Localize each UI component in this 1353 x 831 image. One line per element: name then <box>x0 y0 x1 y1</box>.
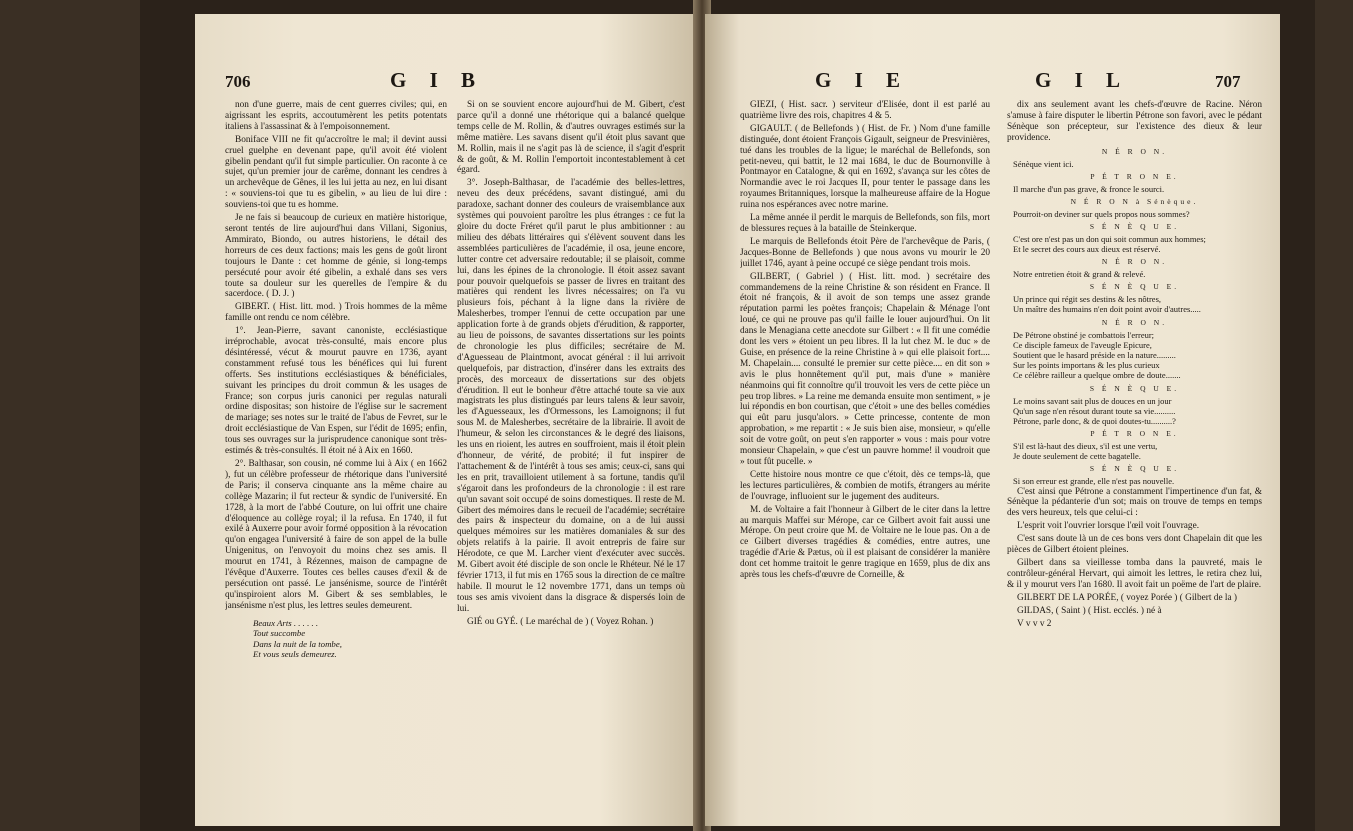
dialogue-line: Un maître des humains n'en doit point avoir d'autres..... <box>1013 304 1201 315</box>
right-page <box>705 14 1280 826</box>
dialogue-line: Soutient que le hasard préside en la nature......... <box>1013 350 1176 360</box>
book-spread <box>140 0 1315 831</box>
left-page-number: 706 <box>225 72 251 91</box>
dialogue-line: Sénèque vient ici. <box>1013 158 1074 169</box>
article-paragraph: GILBERT DE LA PORÉE, ( voyez Porée ) ( Gilbert de la ) <box>1017 592 1238 603</box>
article-paragraph: L'esprit voit l'ouvrier lorsque l'œil voit l'ouvrage. <box>1017 521 1200 532</box>
dialogue-line: Je doute seulement de cette bagatelle. <box>1013 451 1141 462</box>
left-page <box>195 14 700 826</box>
dialogue-speaker: N É R O N. <box>1101 146 1168 156</box>
article-paragraph: Si on se souvient encore aujourd'hui de M. Gibert, c'est parce qu'il a donné une rhétorique qui a balancé quelque temps celle de M. Rollin, & d'autres ouvrages estimés sur la même matière. Les savans disent qu'il étoit plus savant que M. Rollin, mais il ne s'agit pas là de science, il s'agit d'esprit & de goût, & M. Rollin l'emportoit incontestablement à cet égard. <box>457 100 685 176</box>
right-column-1 <box>740 100 990 825</box>
verse-quote <box>253 618 447 660</box>
right-header <box>705 66 1280 94</box>
article-paragraph: 1°. Jean-Pierre, savant canoniste, ecclésiastique irréprochable, avocat très-consulté, mais encore plus désintéressé, vécut & mourut pauvre en 1736, ayant constamment refusé tous les bénéfices qui lui furent offerts. Ses institutions ecclésiastiques & bénéficiales, suivant les principes du droit commun & les usages de France; son corpus juris canonici per regulas naturali ordine dispositas; son histoire de l'église sur le sacrement de mariage; ses notes sur le traité de l'abus de Fevret, sur le droit ecclésiastique de Van Espen, sur l'édit de 1695; enfin, tous ses ouvrages sur la jurisprudence canonique sont très-estimés & très-consultés. Il étoit né à Aix en 1660. <box>225 326 447 457</box>
verse-line: Beaux Arts . . . . . . <box>253 617 319 628</box>
article-paragraph: GIEZI, ( Hist. sacr. ) serviteur d'Elisée, dont il est parlé au quatrième livre des rois, chapitres 4 & 5. <box>740 100 990 121</box>
cross-reference: GIÉ ou GYÉ. ( Le maréchal de ) ( Voyez Rohan. ) <box>467 616 654 627</box>
article-paragraph: GIBERT. ( Hist. litt. mod. ) Trois hommes de la même famille ont rendu ce nom célèbre. <box>225 302 447 324</box>
article-paragraph: Cette histoire nous montre ce que c'étoit, dès ce temps-là, que les lectures particulières, & combien de motifs, étrangers au mérite de l'ouvrage, influoient sur le jugement des auditeurs. <box>740 469 990 502</box>
dialogue-line: De Pétrone obstiné je combattois l'erreur; <box>1013 329 1155 340</box>
dialogue-speaker: N É R O N. <box>1101 317 1168 327</box>
article-paragraph: 3°. Joseph-Balthasar, de l'académie des belles-lettres, neveu des deux précédens, savant distingué, ami du paradoxe, sachant donner des couleurs de vraisemblance aux systèmes qui pouvoient paroître les plus étranges : ce fut la gloire du docte Fréret qu'il parut le plus ambitionner : au milieu des débats littéraires qui s'élèvent souvent dans les assemblées particulières de l'académie, il osa, jeune encore, lutter contre cet adversaire redoutable; il se plaisoit, comme lui, dans les épines de la chronologie. Il étoit assez savant pour pouvoir quelquefois se passer de livres en traitant des matières qui rendent les livres nécessaires; on l'a vu plusieurs fois, péchant à la ligne dans la rivière de Malesherbes, tromper l'ennui de cette occupation par une application forte à de grands objets d'érudition, & rapporter, au lieu de poissons, de savantes dissertations sur les points de chronologie les plus difficiles; secrétaire de M. d'Aguesseau de Plaintmont, avocat général : il lui arrivoit quelquefois, par distraction, d'insérer dans les extraits des procès, des morceaux de dissertations sur des objets d'érudition. Il eut le bonheur d'être attaché toute sa vie aux magistrats les plus distingués par leurs talens & leur savoir, les d'Aguesseaux, les d'Ormessons, les Lamoignons; il fut sous M. de Malesherbes, secrétaire de la librairie. Il avoit de l'humeur, & selon les circonstances & le degré des liaisons, les uns en rioient, les autres en souffroient, mais il étoit plein d'honneur, de vérité, de probité; il fut inspirer de l'attachement & de l'intérêt à tous ses amis; ceux-ci, sans qui les en prit, travailloient utilement à sa fortune, tandis qu'il s'égaroit dans les profondeurs de la chronologie : il est rare qu'un savant soit occupé de soins domestiques. Il reste de M. Gibert des mémoires dans le recueil de l'académie; secrétaire des pairs & inspecteur du domaine, on a de lui aussi quelques mémoires sur les matières domaniales & sur des objets relatifs à la pairie. Il avoit entrepris de faire sur Hérodote, ce que M. Larcher vient d'exécuter avec succès. M. Gibert avoit été disciple de son oncle le Rhéteur. Né le 17 février 1713, il fut mis en 1765 sous la direction de ce maître habile. Il mourut le 12 novembre 1771, dans un temps où tous ses amis vivoient dans la disgrace & dispersés loin de lui. <box>457 178 685 614</box>
article-paragraph: 2°. Balthasar, son cousin, né comme lui à Aix ( en 1662 ), fut un célèbre professeur de rhétorique dans l'université de Paris; il conserva cinquante ans la même chaire au collège Mazarin; il fut recteur & syndic de l'université. En 1728, à la mort de l'abbé Couture, on lui offrit une chaire d'éloquence au collège royal; il la refusa. En 1740, il fut exilé à Auxerre pour avoir formé opposition à la révocation qu'on engagea l'université à faire de son appel de la bulle Unigenitus, on l'envoyoit du moins chez ses amis. Il mourut en 1741, à Rézennes, maison de campagne de l'évêque d'Auxerre. Toutes ces belles causes d'exil & de persécution ont passé. Le jansénisme, source de l'intérêt qu'inspiroient alors M. Gibert & ses semblables, le jansénisme n'est plus, les lettres seules demeurent. <box>225 459 447 611</box>
dialogue-speaker: N É R O N. <box>1101 257 1168 267</box>
dialogue-line: Notre entretien étoit & grand & relevé. <box>1013 269 1146 280</box>
article-paragraph: non d'une guerre, mais de cent guerres civiles; qui, en aigrissant les esprits, accoutumèrent les petits potentats italiens à l'assassinat & à l'empoisonnement. <box>225 100 447 132</box>
article-paragraph: C'est ainsi que Pétrone a constamment l'impertinence d'un fat, & Sénèque la pédanterie d'un sot; mais on trouve de temps en temps des vers heureux, tels que celui-ci : <box>1007 486 1262 519</box>
dialogue-line: Pétrone, parle donc, & de quoi doutes-tu..........? <box>1013 415 1176 426</box>
dialogue-speaker: P É T R O N E. <box>1090 171 1179 181</box>
left-header <box>195 66 700 94</box>
dialogue-line: Et le secret des cours aux dieux est réservé. <box>1013 244 1161 255</box>
left-column-2 <box>457 100 685 820</box>
dialogue-speaker: N É R O N à Sénèque. <box>1070 196 1199 206</box>
dialogue-line: Sur les points importans & les plus curieux <box>1013 360 1160 371</box>
article-paragraph: La même année il perdit le marquis de Bellefonds, son fils, mort de blessures reçues à la bataille de Steinkerque. <box>740 213 990 234</box>
dialogue-speaker: S É N È Q U E. <box>1089 221 1180 231</box>
dialogue-line: Si son erreur est grande, elle n'est pas nouvelle. <box>1013 476 1175 487</box>
article-paragraph: Boniface VIII ne fit qu'accroître le mal; il devint aussi cruel guelphe en devenant pape, qu'il avoit été violent gibelin pendant qu'il fut simple particulier. On raconte à ce sujet, qu'un premier jour de carême, donnant les cendres à un archevêque de Gênes, il les lui jetta au nez, en lui disant : « souviens-toi que tu es gibelin, » au lieu de lui dire : souviens-toi que tu es homme. <box>225 134 447 211</box>
dialogue-line: Pourroit-on deviner sur quels propos nous sommes? <box>1013 208 1190 219</box>
dialogue-speaker: S É N È Q U E. <box>1089 282 1180 292</box>
article-paragraph: GIGAULT. ( de Bellefonds ) ( Hist. de Fr. ) Nom d'une famille distinguée, dont étoient François Gigault, seigneur de Presvinières, tué dans les troubles de la ligue; le maréchal de Bellefonds, son petit-neveu, qui battit, le 12 mai 1684, le duc de Bournonville à Pontmayor en Catalogne, & qui en 1692, s'avança sur les côtes de Normandie avec le roi Jacques II, pour tenter le passage dans les royaumes Britanniques, lorsque la malheureuse affaire de la Hogue ruina nos espérances avec notre marine. <box>740 123 990 211</box>
dialogue-line: Ce disciple fameux de l'aveugle Epicure, <box>1013 339 1152 350</box>
dialogue-line: Le moins savant sait plus de douces en un jour <box>1013 395 1172 406</box>
dialogue-speaker: S É N È Q U E. <box>1089 383 1180 393</box>
dialogue-line: S'il est là-haut des dieux, s'il est une vertu, <box>1013 441 1158 452</box>
left-column-1 <box>225 100 447 820</box>
article-paragraph: Le marquis de Bellefonds étoit Père de l'archevêque de Paris, ( Jacques-Bonne de Bellefonds ) que nous avons vu mourir le 20 juillet 1746, ayant à peine occupé ce siège pendant trois mois. <box>740 236 990 269</box>
dialogue-speaker: P É T R O N E. <box>1090 429 1179 439</box>
verse-line: Dans la nuit de la tombe, <box>253 638 342 649</box>
article-paragraph: Gilbert dans sa vieillesse tomba dans la pauvreté, mais le contrôleur-général Hervart, qui aimoit les lettres, le retira chez lui, & il y mourut vers l'an 1680. Il avoit fait un poëme de l'art de plaire. <box>1007 557 1262 590</box>
right-running-head-left: G I E <box>815 68 910 92</box>
right-running-head-right: G I L <box>1035 68 1130 92</box>
dialogue-line: Ce célèbre railleur a quelque ombre de doute....... <box>1013 370 1181 381</box>
article-paragraph: GILDAS, ( Saint ) ( Hist. ecclés. ) né à <box>1017 605 1162 616</box>
article-paragraph: V v v v 2 <box>1017 618 1052 629</box>
left-running-head: G I B <box>390 68 485 92</box>
dialogue-line: C'est ore n'est pas un don qui soit commun aux hommes; <box>1013 233 1206 244</box>
dialogue-line: Il marche d'un pas grave, & fronce le sourci. <box>1013 183 1165 194</box>
right-column-2 <box>1007 100 1262 825</box>
verse-line: Et vous seuls demeurez. <box>253 648 337 659</box>
article-paragraph: dix ans seulement avant les chefs-d'œuvre de Racine. Néron s'amuse à faire disputer le libertin Pétrone son favori, avec le pédant Sénèque son précepteur, sur l'existence des dieux & leur providence. <box>1007 100 1262 143</box>
right-page-number: 707 <box>1215 72 1241 91</box>
article-paragraph: GILBERT, ( Gabriel ) ( Hist. litt. mod. ) secrétaire des commandemens de la reine Christine & son résident en France. Il étoit né françois, & il avoit de son temps une assez grande réputation parmi les poètes françois; Chapelain & Ménage l'ont loué, ce qui ne prouve pas qu'il faille le louer aujourd'hui. On lit dans le Menagiana cette anecdote sur Gilbert : « Il fit une comédie dont les vers » étoient un peu libres. Il la lut chez M. le duc » de Guise, en présence de la reine Christine à » qui elle plaisoit fort.... M. Chapelain.... consulté le premier sur cette pièce.... en dit son » avis le plus honnêtement qu'il put, mais d'une » manière néanmoins qui fit connoître qu'il trouvoit les vers de cette pièce un peu trop libres. » La reine me demanda ensuite mon sentiment, » je lui répondis en bon courtisan, que c'étoit » une des belles comédies qui eût paru jusqu'alors. » Cette princesse, contente de mon approbation, » me repartit : « Je suis bien aise, monsieur, » qu'elle soit de votre goût, on peut s'en rapporter » vous : mais pour votre monsieur Chapelain, » que c'est un pauvre homme! il voudroit que » tout fût pucelle. » <box>740 271 990 467</box>
dialogue-line: Un prince qui régit ses destins & les nôtres, <box>1013 294 1162 305</box>
article-paragraph: C'est sans doute là un de ces bons vers dont Chapelain dit que les pièces de Gilbert étoient pleines. <box>1007 534 1262 556</box>
article-paragraph: M. de Voltaire a fait l'honneur à Gilbert de le citer dans la lettre au marquis Maffei sur Mérope, car ce Gilbert avoit fait aussi une Mérope. On peut croire que M. de Voltaire ne le loue pas. On a de ce Gilbert diverses tragédies & comédies, entre autres, une tragédie d'Arie & Pætus, où il est plaisant de considérer la manière dont cet homme traitoit le genre tragique en 1659, plus de dix ans après tous les chefs-d'œuvre de Corneille, & <box>740 504 990 581</box>
dialogue-line: Qu'un sage n'en résout durant toute sa vie.......... <box>1013 405 1176 416</box>
article-paragraph: Je ne fais si beaucoup de curieux en matière historique, seront tentés de lire aujourd'hui dans Villani, Sigonius, Ammirato, Biondo, ou autres historiens, le détail des horreurs de ces deux factions; mais les gens de goût liront toujours le Dante : cet homme de génie, si long-temps persécuté pour avoir été gibelin, a exhalé dans ses vers toute sa douleur sur les querelles de l'empire & du sacerdoce. ( D. J. ) <box>225 213 447 300</box>
verse-line: Tout succombe <box>253 628 306 639</box>
dialogue-speaker: S É N È Q U E. <box>1089 464 1180 474</box>
